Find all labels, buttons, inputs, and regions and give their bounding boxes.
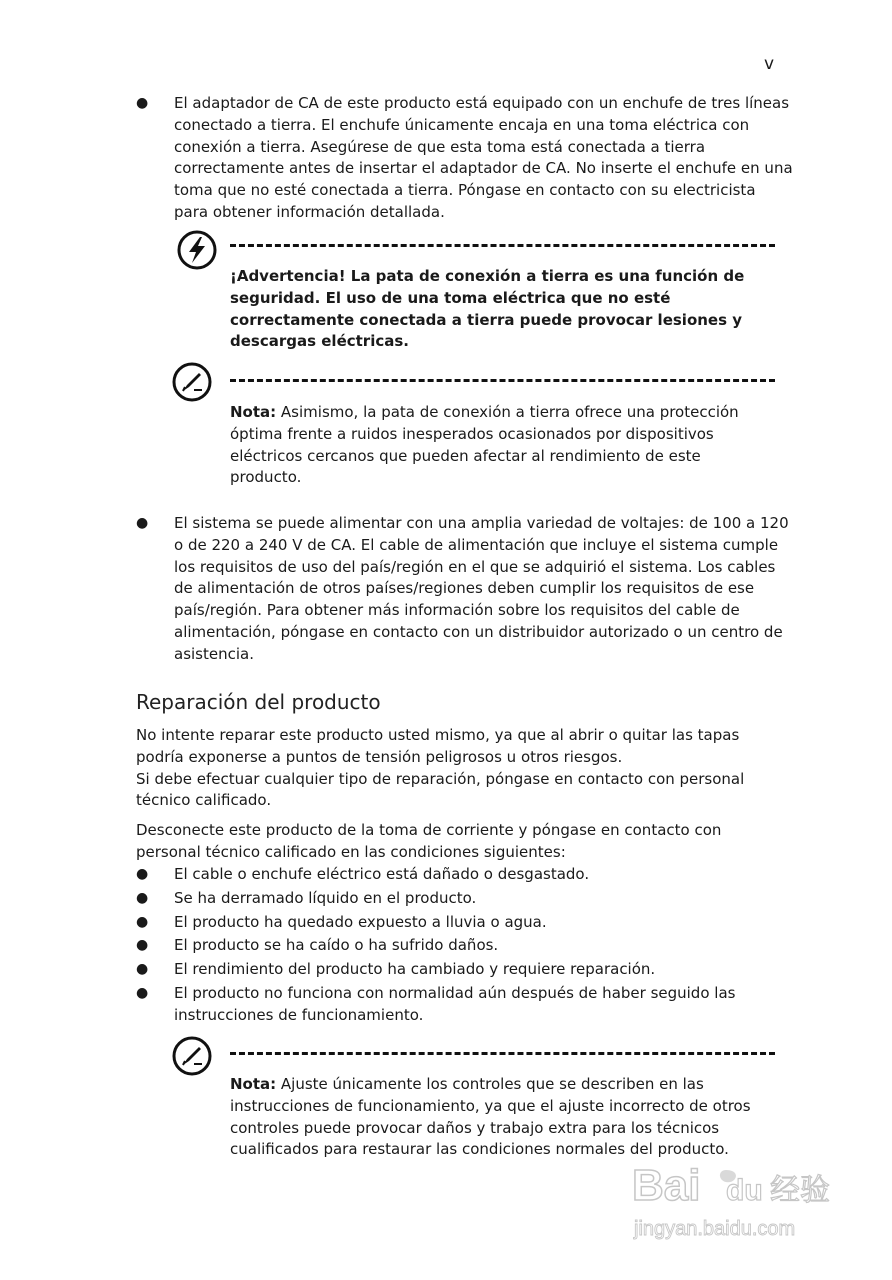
bullet-dot: ● [136,515,149,531]
callout-divider [230,379,775,382]
bullet-text: El adaptador de CA de este producto está equipado con un enchufe de tres líneas conectado a tierra. El enchufe únicamente encaja en una toma eléctrica con conexión a tierra. Asegúrese de que esta toma está conectada a tierra correctamente antes de insertar el adaptador de CA. No inserte el enchufe en una toma que no esté conectada a tierra. Póngase en contacto con su electricista para obtener información detallada. [174,94,793,221]
baidu-watermark [630,1140,850,1250]
note-body: Ajuste únicamente los controles que se describen en las instrucciones de funcionamiento, ya que el ajuste incorrecto de otros controles puede provocar daños y trabajo extra para los técnicos cualificados para restaurar las condiciones normales del producto. [230,1075,751,1159]
warning-text: ¡Advertencia! La pata de conexión a tierra es una función de seguridad. El uso de una toma eléctrica que no esté correctamente conectada a tierra puede provocar lesiones y descargas eléctricas. [230,267,745,351]
list-item [136,864,786,886]
list-item-text: El cable o enchufe eléctrico está dañado o desgastado. [174,865,590,883]
note-body: Asimismo, la pata de conexión a tierra ofrece una protección óptima frente a ruidos inesperados ocasionados por dispositivos eléctricos cercanos que pueden afectar al rendimiento de este producto. [230,403,739,487]
watermark-cn: 经验 [770,1173,830,1208]
bullet-dot: ● [136,984,149,1001]
list-item [136,983,786,1027]
paragraph-line: Si debe efectuar cualquier tipo de reparación, póngase en contacto con personal técnico calificado. [136,769,745,810]
bullet-text: El sistema se puede alimentar con una amplia variedad de voltajes: de 100 a 120 o de 220 a 240 V de CA. El cable de alimentación que incluye el sistema cumple los requisitos de uso del país/región en el que se adquirió el sistema. Los cables de alimentación de otros países/regiones deben cumplir los requisitos de ese país/región. Para obtener más información sobre los requisitos del cable de alimentación, póngase en contacto con un distribuidor autorizado o un centro de asistencia. [174,514,789,663]
list-item [136,935,786,957]
list-item-text: Se ha derramado líquido en el producto. [174,888,477,907]
bullet-dot: ● [136,889,149,906]
bullet-dot: ● [136,913,149,930]
section-heading: Reparación del producto [136,690,381,714]
watermark-url: jingyan.baidu.com [634,1218,796,1240]
warning-bolt-icon [177,230,217,270]
bullet-dot: ● [136,95,149,111]
list-item [136,888,786,910]
page-number: v [764,54,775,74]
list-item [136,959,786,981]
bullet-dot: ● [136,961,149,978]
note-pen-icon [172,1036,212,1076]
watermark-brand: Bai [632,1161,701,1210]
note-label: Nota: [230,1075,277,1093]
bullet-dot: ● [136,866,149,882]
note-label: Nota: [230,403,277,421]
callout-divider [230,244,775,247]
paragraph-line: No intente reparar este producto usted mismo, ya que al abrir o quitar las tapas podría exponerse a puntos de tensión peligrosos u otros riesgos. [136,726,740,766]
note-text [230,402,770,489]
paragraph: Desconecte este producto de la toma de corriente y póngase en contacto con personal técnico calificado en las condiciones siguientes: [136,821,722,861]
watermark-brand2: du [726,1174,763,1207]
list-item [136,912,786,934]
list-item-text: El producto se ha caído o ha sufrido daños. [174,936,499,955]
list-item-text: El producto no funciona con normalidad aún después de haber seguido las instrucciones de funcionamiento. [174,983,736,1024]
note-pen-icon [172,362,212,402]
callout-divider [230,1052,775,1055]
list-item-text: El producto ha quedado expuesto a lluvia o agua. [174,912,547,931]
conditions-list [136,864,786,1029]
list-item-text: El rendimiento del producto ha cambiado y requiere reparación. [174,960,656,979]
paragraph [136,725,786,812]
bullet-dot: ● [136,937,149,954]
